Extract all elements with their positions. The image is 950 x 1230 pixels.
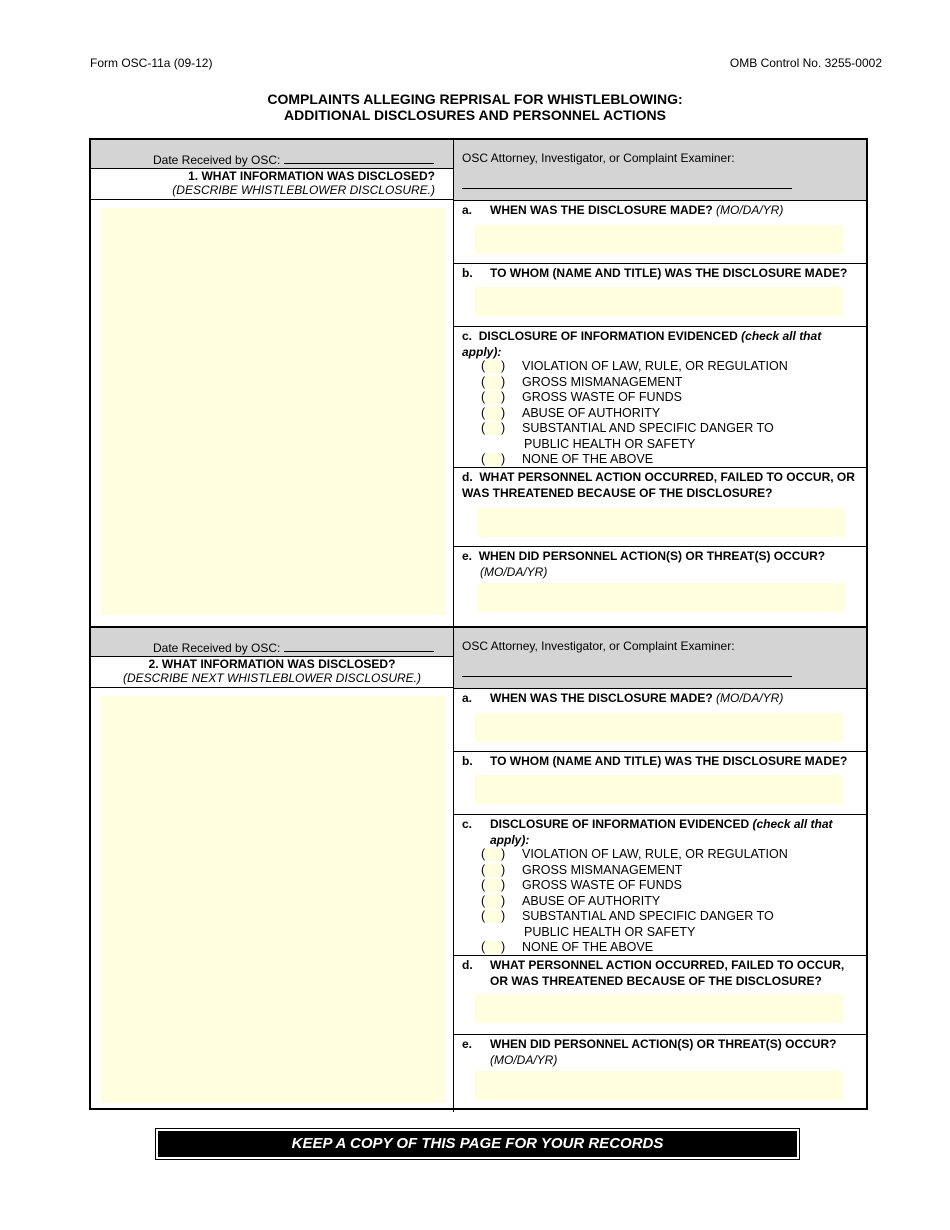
question-title: 1. WHAT INFORMATION WAS DISCLOSED? (188, 169, 435, 183)
examiner-label: OSC Attorney, Investigator, or Complaint Examiner: (462, 639, 735, 653)
item-a-question: WHEN WAS THE DISCLOSURE MADE? (490, 691, 713, 705)
examiner-band (454, 140, 866, 201)
omb-control-number: OMB Control No. 3255-0002 (729, 56, 882, 70)
date-received-line[interactable] (284, 151, 434, 164)
option-label-continued: PUBLIC HEALTH OR SAFETY (524, 436, 696, 451)
question-box (91, 168, 453, 200)
checkbox[interactable] (485, 864, 501, 877)
item-c: c. DISCLOSURE OF INFORMATION EVIDENCED (check all that apply): ( ) VIOLATION OF LAW, RULE, OR REGULATION ( ) GROSS MISMANAGEMENT ( ) GROSS WASTE OF FUNDS ( ) ABUSE OF AUTHORITY ( ) SUBSTANTIAL AND SPECIFIC DANGER TO PUBLIC HEALTH OR SAFETY ( ) NONE OF THE ABOVE (454, 815, 866, 956)
checkbox[interactable] (485, 360, 501, 373)
page-title (0, 91, 950, 123)
footer-banner (155, 1128, 800, 1160)
checkbox[interactable] (485, 407, 501, 420)
question-title: 2. WHAT INFORMATION WAS DISCLOSED? (148, 657, 396, 671)
option-label: VIOLATION OF LAW, RULE, OR REGULATION (522, 847, 788, 861)
item-a-label: a. (462, 691, 473, 705)
item-e (454, 1035, 866, 1112)
question-subtitle: (DESCRIBE WHISTLEBLOWER DISCLOSURE.) (172, 183, 435, 197)
option-label: NONE OF THE ABOVE (522, 940, 654, 954)
item-a-label: a. (462, 203, 473, 217)
title-line-2: ADDITIONAL DISCLOSURES AND PERSONNEL ACTIONS (284, 107, 666, 123)
item-a-hint: (MO/DA/YR) (716, 203, 784, 217)
checkbox[interactable] (485, 895, 501, 908)
checkbox[interactable] (485, 391, 501, 404)
item-b (454, 752, 866, 815)
item-d-label: d. (462, 958, 473, 972)
item-e-question: WHEN DID PERSONNEL ACTION(S) OR THREAT(S) OCCUR? (490, 1037, 837, 1051)
checkbox[interactable] (485, 848, 501, 861)
title-line-1: COMPLAINTS ALLEGING REPRISAL FOR WHISTLEBLOWING: (267, 91, 683, 107)
item-e (454, 547, 866, 626)
item-c-label: c. (462, 329, 473, 343)
item-b (454, 264, 866, 327)
item-d-question: WHAT PERSONNEL ACTION OCCURRED, FAILED TO OCCUR, OR WAS THREATENED BECAUSE OF THE DISCLOSURE? (490, 958, 845, 988)
option-label: ABUSE OF AUTHORITY (522, 405, 661, 420)
item-c-hint: (check all that apply): (462, 329, 822, 359)
disclosure-date-field[interactable] (475, 713, 843, 742)
checkbox[interactable] (485, 422, 501, 435)
examiner-label: OSC Attorney, Investigator, or Complaint Examiner: (462, 151, 735, 165)
date-received-label: Date Received by OSC: (153, 153, 281, 167)
item-e-label: e. (462, 1037, 473, 1051)
option-label: NONE OF THE ABOVE (522, 452, 654, 466)
option-label-continued: PUBLIC HEALTH OR SAFETY (524, 924, 696, 939)
personnel-action-date-field[interactable] (477, 583, 845, 612)
checkbox[interactable] (485, 941, 501, 954)
right-column (454, 140, 866, 626)
date-received-line[interactable] (284, 639, 434, 652)
item-d (454, 956, 866, 1035)
date-received (153, 639, 434, 655)
checkbox[interactable] (485, 453, 501, 466)
item-a-hint: (MO/DA/YR) (716, 691, 784, 705)
item-c-question: DISCLOSURE OF INFORMATION EVIDENCED (478, 329, 738, 343)
footer-text: KEEP A COPY OF THIS PAGE FOR YOUR RECORDS (158, 1131, 797, 1157)
option-label: SUBSTANTIAL AND SPECIFIC DANGER TO (522, 421, 774, 435)
option-label: GROSS WASTE OF FUNDS (522, 878, 682, 892)
option-label: VIOLATION OF LAW, RULE, OR REGULATION (522, 359, 788, 373)
personnel-action-date-field[interactable] (475, 1071, 843, 1100)
date-received-label: Date Received by OSC: (153, 641, 281, 655)
examiner-line[interactable] (462, 676, 792, 677)
item-d-label: d. (462, 470, 473, 484)
disclosure-recipient-field[interactable] (475, 775, 843, 804)
item-d-question: WHAT PERSONNEL ACTION OCCURRED, FAILED TO OCCUR, OR WAS THREATENED BECAUSE OF THE DISCLOSURE? (462, 470, 855, 500)
date-received (153, 151, 434, 167)
item-c-hint: (check all that apply): (490, 817, 833, 847)
disclosure-section-2 (91, 626, 866, 1112)
item-e-label: e. (462, 549, 473, 563)
disclosure-section-1 (91, 140, 866, 626)
right-column (454, 628, 866, 1112)
checkbox[interactable] (485, 376, 501, 389)
examiner-line[interactable] (462, 188, 792, 189)
item-b-question: TO WHOM (NAME AND TITLE) WAS THE DISCLOSURE MADE? (490, 754, 848, 768)
option-label: GROSS WASTE OF FUNDS (522, 390, 682, 404)
personnel-action-field[interactable] (477, 508, 845, 537)
left-column (91, 140, 454, 626)
item-a (454, 689, 866, 752)
question-box (91, 656, 453, 688)
item-e-hint: (MO/DA/YR) (480, 565, 548, 579)
personnel-action-field[interactable] (475, 994, 843, 1023)
item-c-label: c. (462, 817, 473, 831)
disclosure-description-field[interactable] (101, 696, 446, 1103)
option-label: SUBSTANTIAL AND SPECIFIC DANGER TO (522, 909, 774, 923)
item-b-label: b. (462, 266, 473, 280)
disclosure-date-field[interactable] (475, 225, 843, 254)
disclosure-description-field[interactable] (101, 208, 446, 615)
form-id: Form OSC-11a (09-12) (90, 56, 213, 70)
item-d (454, 468, 866, 547)
left-column (91, 628, 454, 1112)
item-a (454, 201, 866, 264)
item-a-question: WHEN WAS THE DISCLOSURE MADE? (490, 203, 713, 217)
checkbox[interactable] (485, 879, 501, 892)
examiner-band (454, 628, 866, 689)
item-e-question: WHEN DID PERSONNEL ACTION(S) OR THREAT(S) OCCUR? (478, 549, 826, 563)
disclosure-recipient-field[interactable] (475, 287, 843, 316)
option-label: ABUSE OF AUTHORITY (522, 893, 661, 908)
item-b-label: b. (462, 754, 473, 768)
option-label: GROSS MISMANAGEMENT (522, 862, 683, 877)
item-e-hint: (MO/DA/YR) (490, 1053, 558, 1067)
item-b-question: TO WHOM (NAME AND TITLE) WAS THE DISCLOSURE MADE? (490, 266, 848, 280)
checkbox[interactable] (485, 910, 501, 923)
item-c: c. DISCLOSURE OF INFORMATION EVIDENCED (check all that apply): ( ) VIOLATION OF LAW, RULE, OR REGULATION ( ) GROSS MISMANAGEMENT ( ) GROSS WASTE OF FUNDS ( ) ABUSE OF AUTHORITY ( ) SUBSTANTIAL AND SPECIFIC DANGER TO PUBLIC HEALTH OR SAFETY ( ) NONE OF THE ABOVE (454, 327, 866, 468)
disclosure-form (89, 138, 868, 1110)
question-subtitle: (DESCRIBE NEXT WHISTLEBLOWER DISCLOSURE.) (122, 671, 422, 685)
item-c-question: DISCLOSURE OF INFORMATION EVIDENCED (490, 817, 750, 831)
option-label: GROSS MISMANAGEMENT (522, 374, 683, 389)
